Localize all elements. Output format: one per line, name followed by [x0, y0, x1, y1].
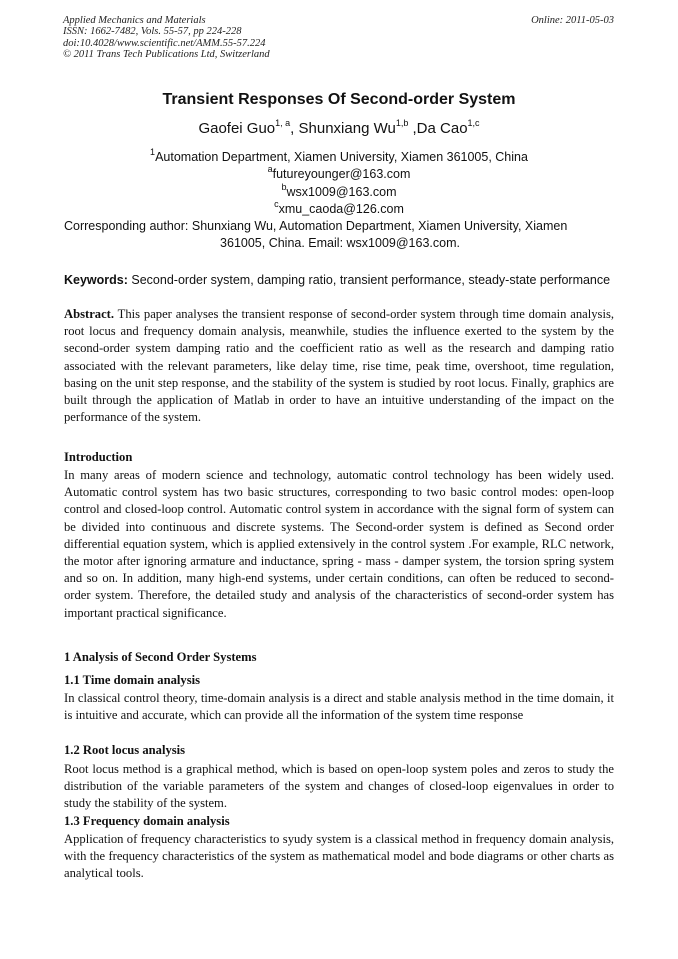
email-sup: b [281, 181, 287, 192]
author-name: Da Cao [416, 120, 468, 137]
subsection-1-2-heading: 1.2 Root locus analysis [64, 743, 186, 757]
subsection-1-2-text: Root locus method is a graphical method, which is based on open-loop system poles and zeros to study the distribution of the variable parameters of the system and changes of closed-loop eigenvalues in order to study the stability of the system. [64, 762, 614, 811]
corresponding-author [64, 218, 616, 252]
subsection-1-1-text: In classical control theory, time-domain analysis is a direct and stable analysis method in the time domain, it is intuitive and accurate, which can provide all the information of the system time response [64, 691, 614, 723]
author-name: Shunxiang Wu [298, 120, 396, 137]
subsection-1-3-heading: 1.3 Frequency domain analysis [64, 814, 230, 828]
corresponding-line-2: 361005, China. Email: wsx1009@163.com. [220, 236, 460, 250]
author-sup: 1,c [467, 118, 480, 128]
corresponding-line-1: Corresponding author: Shunxiang Wu, Automation Department, Xiamen University, Xiamen [64, 219, 568, 233]
introduction-heading: Introduction [64, 450, 133, 464]
author-sup: 1, a [275, 118, 291, 128]
issn-line: ISSN: 1662-7482, Vols. 55-57, pp 224-228 [63, 26, 242, 38]
subsection-1-1-heading: 1.1 Time domain analysis [64, 673, 200, 687]
author-name: Gaofei Guo [198, 120, 276, 137]
email-c [0, 198, 678, 216]
copyright-line: © 2011 Trans Tech Publications Ltd, Switzerland [63, 49, 270, 61]
section-1-heading: 1 Analysis of Second Order Systems [64, 650, 257, 664]
affiliation-sup: 1 [150, 146, 156, 157]
email-sup: c [274, 198, 279, 209]
abstract [64, 306, 614, 426]
doi-line: doi:10.4028/www.scientific.net/AMM.55-57.224 [63, 37, 266, 49]
paper-title: Transient Responses Of Second-order System [162, 91, 516, 108]
keywords-text: Second-order system, damping ratio, transient performance, steady-state performance [131, 273, 611, 287]
affiliation [0, 146, 678, 164]
subsection-1-3-text: Application of frequency characteristics to syudy system is a classical method in frequency domain analysis, with the frequency characteristics of the system as mathematical model and bode diagrams or other charts as analytical tools. [64, 832, 614, 881]
keywords [64, 273, 610, 287]
abstract-label: Abstract. [64, 307, 115, 321]
email-a [0, 163, 678, 181]
author-list: Gaofei Guo$^{1, a}$, Shunxiang Wu$^{1,b}$ ,Da Cao$^{1,c}$ [198, 118, 480, 137]
email-b [0, 181, 678, 199]
email-link[interactable]: wsx1009@163.com [286, 185, 397, 199]
email-link[interactable]: xmu_caoda@126.com [278, 202, 404, 216]
journal-name: Applied Mechanics and Materials [63, 15, 206, 26]
online-date: Online: 2011-05-03 [531, 15, 614, 26]
abstract-text: This paper analyses the transient response of second-order system through time domain analysis, root locus and frequency domain analysis, meanwhile, studies the influence exerted to the system by the second-order system damping ratio and the coefficient ratio as well as the research and damping ratio associated with the relevant parameters, like delay time, rise time, peak time, overshoot, time regulation, basing on the unit step response, and the stability of the system is studied by root locus. Finally, graphics are built through the application of Matlab in order to have an intuitive understanding of the impact on the performance of the system. [64, 307, 615, 425]
email-sup: a [267, 163, 273, 174]
keywords-label: Keywords: [64, 273, 128, 287]
affiliation-text: Automation Department, Xiamen University, Xiamen 361005, China [155, 150, 528, 164]
author-sup: 1,b [395, 118, 409, 128]
email-link[interactable]: futureyounger@163.com [272, 167, 411, 181]
introduction-text: In many areas of modern science and technology, automatic control technology has been widely used. Automatic control system has two basic structures, corresponding to two basic control modes: open-loop control and closed-loop control. Automatic control system in accordance with the signal form of system can be divided into continuous and discrete systems. The Second-order system is defined as Second order differential equation system, which is applied extensively in the control system .For example, RLC network, the motor after ignoring armature and inductance, spring - mass - damper system, the torsion spring system and so on. In addition, many high-end systems, under certain conditions, can often be reduced to second-order system. Therefore, the detailed study and analysis of the characteristics of second-order system has important practical significance. [64, 468, 614, 620]
journal-header [63, 15, 270, 61]
